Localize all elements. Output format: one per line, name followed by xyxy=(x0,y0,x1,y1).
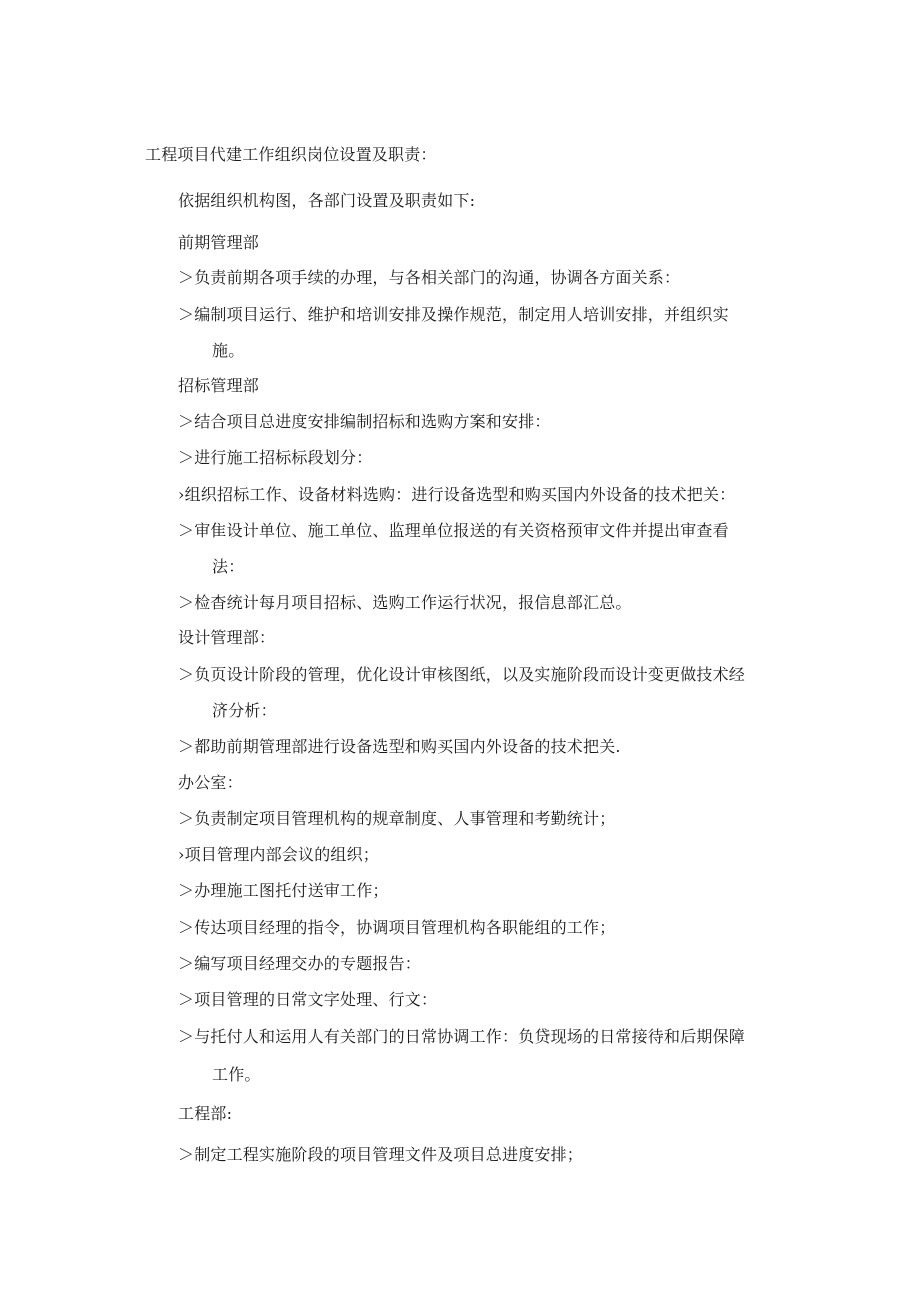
list-item: ＞负责制定项目管理机构的规章制度、人事管理和考勤统计； xyxy=(178,809,616,828)
document-title: 工程项目代建工作组织岗位设置及职责： xyxy=(145,145,437,164)
list-item: ＞检杳统计每月项目招标、选购工作运行状况，报信息部汇总。 xyxy=(178,593,632,612)
list-item: ›组织招标工作、设备材料选购：进行设备选型和购买国内外设备的技术把关： xyxy=(178,485,736,504)
list-item: ＞制定工程实施阶段的项目管理文件及项目总进度安排； xyxy=(178,1145,584,1164)
section-heading-engineering: 工程部: xyxy=(178,1104,233,1123)
list-item: ＞审隹设计单位、施工单位、监理单位报送的有关资格预审文件并提出审查看 xyxy=(178,521,729,540)
list-item: ＞传达项目经理的指令，协调项目管理机构各职能组的工作； xyxy=(178,918,616,937)
list-item: ＞编写项目经理交办的专题报告： xyxy=(178,954,422,973)
list-item: ＞办理施工图托付送审工作； xyxy=(178,881,389,900)
list-item: ＞编制项目运行、维护和培训安排及操作规范，制定用人培训安排，并组织实 xyxy=(178,305,729,324)
list-item: ＞进行施工招标标段划分： xyxy=(178,448,373,467)
list-item-continuation: 济分析： xyxy=(212,701,277,720)
section-heading-preliminary: 前期管理部 xyxy=(178,233,260,252)
section-heading-bidding: 招标管理部 xyxy=(178,376,260,395)
list-item: ＞负责前期各项手续的办理，与各相关部门的沟通，协调各方面关系： xyxy=(178,268,681,287)
list-item: ›项目管理内部会议的组织； xyxy=(178,845,379,864)
intro-text: 依据组织机构图，各部门设置及职责如下: xyxy=(178,191,476,210)
list-item-continuation: 施。 xyxy=(212,341,245,360)
section-heading-office: 办公室： xyxy=(178,773,243,792)
list-item-continuation: 工作。 xyxy=(212,1065,261,1084)
list-item: ＞与托付人和运用人有关部门的日常协调工作：负贷现场的日常接待和后期保障 xyxy=(178,1027,746,1046)
section-heading-design: 设计管理部： xyxy=(178,628,276,647)
list-item: ＞都助前期管理部进行设备选型和购买国内外设备的技术把关. xyxy=(178,737,621,756)
list-item-continuation: 法： xyxy=(212,557,245,576)
list-item: ＞结合项目总进度安排编制招标和选购方案和安排： xyxy=(178,412,551,431)
list-item: ＞项目管理的日常文字处理、行文： xyxy=(178,990,438,1009)
list-item: ＞负页设计阶段的管理，优化设计审核图纸，以及实施阶段而设计变更做技术经 xyxy=(178,665,746,684)
